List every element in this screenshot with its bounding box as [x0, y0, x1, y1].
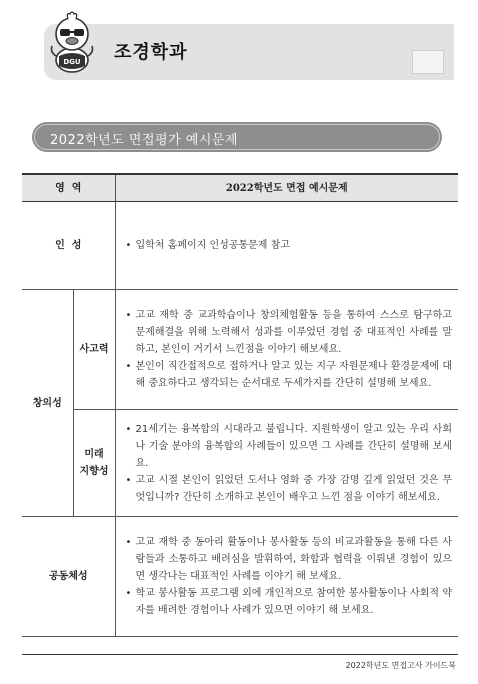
header-area: 영 역 [22, 174, 115, 202]
sub-area-thinking: 사고력 [73, 290, 115, 410]
mascot-logo [44, 10, 100, 74]
question-item: • 고교 재학 중 동아리 활동이나 봉사활동 등의 비교과활동을 통해 다른 사람들과 소통하고 배려심을 발휘하여, 화합과 협력을 이뤄낸 경험이 있으면 생각나는 대표적인 사례를 이야기 해 보세요. [126, 534, 453, 585]
area-community: 공동체성 [22, 517, 115, 637]
sub-area-future [73, 410, 115, 517]
mascot-badge-text: DGU [63, 58, 81, 66]
question-item: • 고교 재학 중 교과학습이나 창의체험활동 등을 통하여 스스로 탐구하고 문제해결을 위해 노력해서 성과를 이루었던 경험 중 대표적인 사례를 말하고, 본인이 거기서 느낀점을 이야기 해보세요. [126, 307, 453, 358]
sub-area-future-line1: 미래 [84, 449, 104, 460]
question-cell [115, 410, 458, 517]
question-cell [115, 290, 458, 410]
question-item: • 학교 봉사활동 프로그램 외에 개인적으로 참여한 봉사활동이나 사회적 약자를 배려한 경험이나 사례가 있으면 이야기 해 보세요. [126, 585, 453, 619]
department-title: 조경학과 [114, 42, 188, 63]
question-cell [115, 202, 458, 290]
question-item: • 21세기는 융복합의 시대라고 불립니다. 지원학생이 알고 있는 우리 사회나 기술 분야의 융복합의 사례들이 있으면 그 사례를 간단히 설명해 보세요. [126, 421, 453, 472]
table-row [22, 290, 458, 410]
question-item: • 본인이 직간접적으로 접하거나 알고 있는 지구 자원문제나 환경문제에 대해 중요하다고 생각되는 순서대로 두세가지를 간단히 설명해 보세요. [126, 358, 453, 392]
question-item: • 고교 시절 본인이 읽었던 도서나 영화 중 가장 감명 깊게 읽었던 것은 무엇입니까? 간단히 소개하고 본인이 배우고 느낀 점을 이야기 해보세요. [126, 472, 453, 506]
header-notch [412, 50, 444, 74]
table-row [22, 410, 458, 517]
section-banner-title: 2022학년도 면접평가 예시문제 [50, 133, 238, 148]
header-band [44, 24, 454, 80]
footer-rule [22, 654, 458, 655]
area-creativity: 창의성 [22, 290, 73, 517]
header-tab [398, 24, 454, 48]
table-row [22, 517, 458, 637]
area-character: 인 성 [22, 202, 115, 290]
table-header-row [22, 174, 458, 202]
table-row [22, 202, 458, 290]
sub-area-future-line2: 지향성 [79, 466, 109, 477]
header-questions: 2022학년도 면접 예시문제 [115, 174, 458, 202]
question-cell [115, 517, 458, 637]
question-item: • 입학처 홈페이지 인성공통문제 참고 [126, 237, 453, 254]
interview-question-table [22, 173, 458, 637]
footer-text: 2022학년도 면접고사 가이드북 [345, 661, 456, 670]
